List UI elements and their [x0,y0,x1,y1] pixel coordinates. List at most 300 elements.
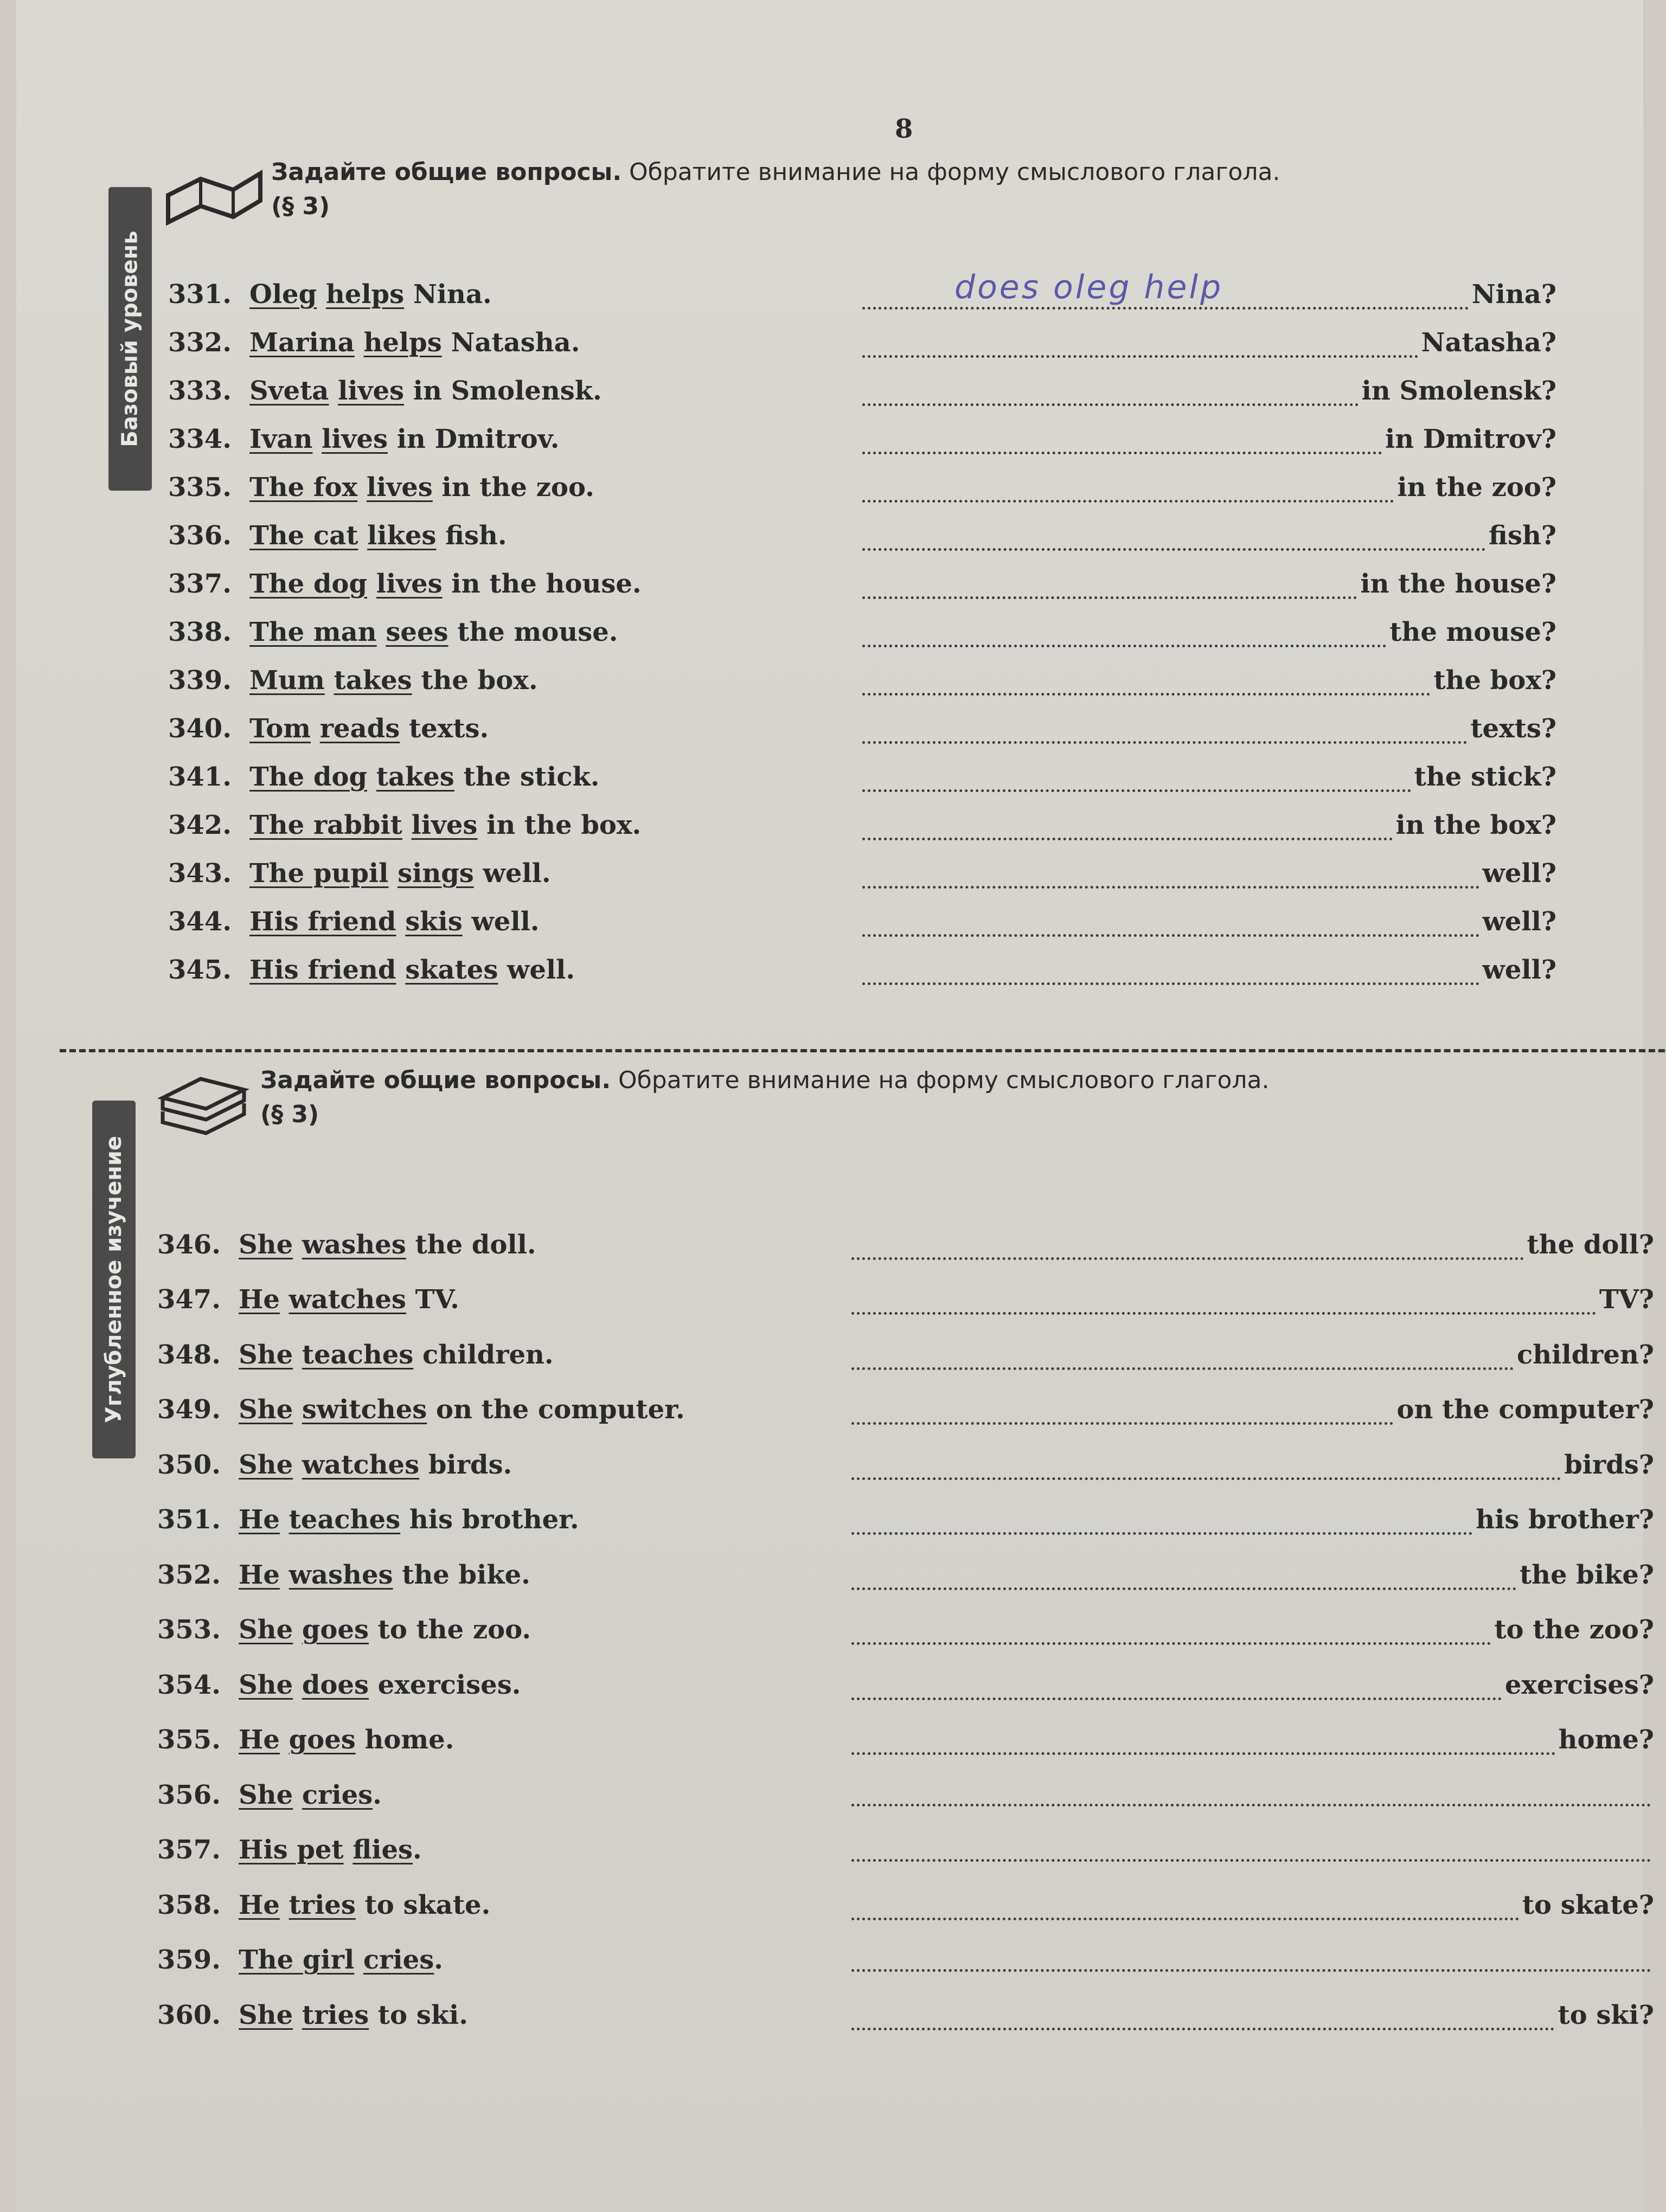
exercise-row [157,1603,1654,1658]
exercise-number: 334. [168,423,232,454]
dotted-blank[interactable] [851,2007,1554,2030]
exercise-number: 356. [157,1779,221,1810]
answer-line[interactable] [851,1890,1654,1920]
exercise-sentence [239,1450,851,1480]
answer-line[interactable] [862,665,1556,696]
answer-ending: in the house? [1360,568,1556,599]
answer-line[interactable] [862,810,1556,840]
exercise-sentence [239,1780,851,1810]
sentence-text [280,1725,289,1755]
underlined-word: reads [319,713,400,744]
answer-line[interactable] [851,1340,1654,1370]
dotted-blank[interactable] [851,1897,1519,1920]
underlined-word: tries [302,1999,369,2030]
exercise-sentence [249,376,862,406]
dotted-blank[interactable] [851,1401,1393,1425]
exercise-number: 347. [157,1284,221,1315]
underlined-word: helps [363,327,442,358]
dotted-blank[interactable] [862,914,1479,937]
exercise-number: 359. [157,1945,221,1976]
dotted-blank[interactable] [851,1622,1491,1645]
dotted-blank[interactable] [851,1457,1561,1480]
underlined-word: The rabbit [249,809,402,840]
sentence-text: birds. [419,1449,512,1480]
answer-line[interactable] [851,1394,1654,1425]
exercise-row [157,1382,1654,1438]
sentence-text: in the box. [477,809,642,840]
dotted-blank[interactable] [851,1567,1516,1590]
exercise-number: 350. [157,1449,221,1480]
sentence-text [396,906,406,937]
exercise-row [168,270,1556,318]
underlined-word: sees [386,616,448,647]
dotted-blank[interactable] [851,1732,1555,1755]
exercise-sentence [249,569,862,599]
answer-line[interactable] [851,1560,1654,1590]
instruction-rest: Обратите внимание на форму смыслового глагола. [621,158,1280,186]
sentence-text: well. [473,858,551,889]
underlined-word: The pupil [249,858,389,889]
exercise-row [168,849,1556,897]
sentence-text [396,955,406,985]
sentence-text: to ski. [369,1999,468,2030]
underlined-word: She [239,1999,293,2030]
sentence-text [293,1780,302,1810]
exercise-row [157,1272,1654,1328]
dotted-blank[interactable] [862,624,1386,647]
answer-ending: well? [1482,954,1556,985]
exercise-number: 344. [168,906,232,937]
answer-ending: in the zoo? [1397,472,1556,503]
exercise-number: 345. [168,954,232,985]
dotted-blank[interactable] [862,335,1418,358]
sentence-text: exercises. [368,1669,521,1700]
exercise-row [157,1437,1654,1493]
underlined-word: He [239,1725,280,1756]
sentence-text: the doll. [406,1229,536,1260]
sentence-text [358,520,367,551]
dotted-blank[interactable] [851,1677,1502,1700]
sentence-text: well. [498,954,575,985]
answer-line[interactable] [851,1504,1654,1535]
exercise-sentence [249,762,862,792]
exercise-number: 346. [157,1229,221,1260]
underlined-word: cries [363,1945,434,1976]
underlined-word: Sveta [249,375,329,406]
underlined-word: lives [411,809,478,840]
exercise-row [157,1933,1654,1988]
sentence-text [293,1670,302,1700]
underlined-word: teaches [289,1504,401,1535]
underlined-word: sings [398,858,474,889]
answer-line[interactable] [851,2000,1654,2030]
exercise-row [168,656,1556,704]
sentence-text: Nina. [404,279,492,310]
exercise-number: 354. [157,1669,221,1700]
dotted-blank[interactable] [851,1838,1651,1862]
exercise-sentence [239,1394,851,1425]
sentence-text: . [413,1835,422,1866]
dotted-blank[interactable] [851,1347,1514,1370]
exercise-number: 342. [168,809,232,840]
dotted-blank[interactable] [862,865,1479,889]
answer-line[interactable] [851,1284,1654,1315]
exercise-row [157,1493,1654,1548]
sentence-text [317,279,326,310]
exercise-number: 338. [168,616,232,647]
answer-line[interactable] [862,327,1556,358]
exercise-row [168,463,1556,511]
underlined-word: The dog [249,568,368,599]
answer-line[interactable] [862,472,1556,503]
answer-ending: Nina? [1471,279,1556,310]
answer-ending: fish? [1489,520,1556,551]
exercise-number: 339. [168,665,232,696]
answer-line[interactable] [862,713,1556,744]
underlined-word: Oleg [249,279,317,310]
section-heading-advanced [152,1065,1269,1141]
underlined-word: Marina [249,327,355,358]
answer-line[interactable] [862,520,1556,551]
sentence-text [354,1945,363,1975]
answer-line[interactable] [862,955,1556,985]
dotted-blank[interactable] [851,1512,1472,1535]
underlined-word: helps [325,279,405,310]
exercise-sentence [249,424,862,454]
underlined-word: She [239,1779,293,1810]
section-instructions [260,1065,1269,1129]
dotted-blank[interactable] [862,721,1467,744]
underlined-word: His friend [249,954,396,985]
underlined-word: He [239,1504,280,1535]
section-instructions [271,157,1280,221]
underlined-word: The dog [249,761,368,792]
page-number: 8 [895,114,913,144]
exercise-number: 333. [168,375,232,406]
level-tab-label: Базовый уровень [118,230,143,447]
answer-ending: on the computer? [1396,1394,1654,1425]
sentence-text [377,617,386,647]
underlined-word: His friend [249,906,396,937]
answer-ending: well? [1482,858,1556,889]
underlined-word: She [239,1339,293,1370]
exercise-sentence [249,617,862,647]
sentence-text: in the zoo. [432,472,594,503]
exercise-row [168,560,1556,608]
exercise-row [168,318,1556,366]
section-heading-basic [163,157,1280,233]
exercise-sentence [239,1670,851,1700]
underlined-word: She [239,1615,293,1645]
answer-line[interactable] [862,617,1556,647]
underlined-word: skates [405,954,498,985]
sentence-text: to skate. [355,1889,491,1920]
answer-ending: texts? [1470,713,1556,744]
exercise-row [157,1767,1654,1823]
underlined-word: He [239,1559,280,1590]
underlined-word: goes [302,1615,369,1645]
open-book-icon [163,157,266,233]
dotted-blank[interactable] [851,1949,1651,1972]
underlined-word: Ivan [249,423,313,454]
sentence-text: to the zoo. [368,1615,531,1645]
answer-ending: the stick? [1414,761,1556,792]
exercise-row [168,704,1556,753]
underlined-word: washes [289,1559,393,1590]
sentence-text: his brother. [400,1504,579,1535]
book-stack-icon [152,1065,255,1141]
exercise-list-basic [168,270,1556,994]
answer-ending: Natasha? [1421,327,1556,358]
exercise-number: 341. [168,761,232,792]
exercise-sentence [239,2000,851,2030]
sentence-text: the mouse. [448,616,618,647]
sentence-text: in Smolensk. [404,375,602,406]
sentence-text [293,2000,302,2030]
dotted-blank[interactable] [862,479,1394,503]
sentence-text: . [434,1945,443,1976]
sentence-text [293,1340,302,1370]
sentence-text [280,1560,289,1590]
exercise-number: 331. [168,279,232,310]
exercise-sentence [249,858,862,889]
sentence-text [325,665,334,696]
underlined-word: lives [322,423,388,454]
answer-ending: TV? [1599,1284,1654,1315]
instruction-bold: Задайте общие вопросы. [260,1066,611,1094]
exercise-sentence [249,713,862,744]
exercise-sentence [239,1615,851,1645]
underlined-word: switches [302,1394,427,1425]
grammar-reference: (§ 3) [271,192,330,220]
sentence-text: in the house. [442,568,642,599]
sentence-text [280,1504,289,1535]
grammar-reference: (§ 3) [260,1101,319,1128]
answer-ending: home? [1558,1725,1654,1756]
exercise-number: 358. [157,1889,221,1920]
exercise-sentence [249,327,862,358]
answer-line[interactable] [862,424,1556,454]
exercise-row [168,753,1556,801]
sentence-text: in Dmitrov. [387,423,560,454]
sentence-text: well. [462,906,540,937]
dotted-blank[interactable] [862,528,1485,551]
exercise-sentence [249,472,862,503]
sentence-text [311,713,320,744]
exercise-list-advanced [157,1217,1654,2043]
underlined-word: cries [302,1779,373,1810]
exercise-row [157,1327,1654,1382]
handwritten-answer: does oleg help [954,268,1223,306]
answer-ending: well? [1482,906,1556,937]
answer-line[interactable] [851,1838,1654,1862]
exercise-sentence [239,1725,851,1755]
answer-line[interactable] [862,569,1556,599]
answer-ending: birds? [1564,1449,1654,1480]
sentence-text [293,1394,302,1425]
dotted-blank[interactable] [862,383,1359,406]
exercise-number: 335. [168,472,232,503]
sentence-text: children. [413,1339,554,1370]
sentence-text [293,1615,302,1645]
sentence-text [402,810,412,840]
exercise-sentence [249,520,862,551]
sentence-text: TV. [406,1284,459,1315]
answer-line[interactable] [862,858,1556,889]
underlined-word: takes [376,761,454,792]
sentence-text [355,327,364,358]
dotted-blank[interactable] [862,962,1479,985]
dotted-blank[interactable] [851,1291,1596,1315]
exercise-row [157,1547,1654,1603]
underlined-word: watches [302,1449,420,1480]
underlined-word: Tom [249,713,311,744]
answer-line[interactable] [851,1615,1654,1645]
underlined-word: lives [338,375,405,406]
dotted-blank[interactable] [862,431,1382,454]
underlined-word: Mum [249,665,325,696]
dotted-blank[interactable] [862,576,1357,599]
underlined-word: He [239,1889,280,1920]
exercise-number: 336. [168,520,232,551]
exercise-sentence [239,1945,851,1975]
exercise-row [157,1657,1654,1713]
sentence-text [280,1890,289,1920]
exercise-sentence [249,906,862,937]
answer-ending: to ski? [1558,1999,1654,2030]
exercise-row [157,1217,1654,1272]
answer-ending: children? [1516,1339,1654,1370]
exercise-number: 332. [168,327,232,358]
answer-line[interactable] [851,1949,1654,1972]
underlined-word: lives [376,568,443,599]
answer-line[interactable] [851,1783,1654,1806]
exercise-sentence [239,1340,851,1370]
underlined-word: The man [249,616,377,647]
dotted-blank[interactable] [862,672,1430,696]
sentence-text: texts. [400,713,489,744]
sentence-text [293,1230,302,1260]
answer-ending: his brother? [1476,1504,1654,1535]
sentence-text: . [373,1779,382,1810]
answer-line[interactable] [862,762,1556,792]
underlined-word: goes [289,1725,356,1756]
sentence-text [329,376,338,406]
sentence-text: fish. [436,520,507,551]
sentence-text: the bike. [393,1559,530,1590]
exercise-row [157,1988,1654,2043]
exercise-sentence [239,1504,851,1535]
underlined-word: likes [367,520,437,551]
answer-line[interactable] [851,1725,1654,1755]
sentence-text: the stick. [454,761,600,792]
sentence-text [344,1835,353,1865]
exercise-number: 357. [157,1835,221,1866]
exercise-row [157,1823,1654,1878]
exercise-number: 360. [157,1999,221,2030]
exercise-sentence [249,810,862,840]
underlined-word: She [239,1229,293,1260]
sentence-text: the box. [412,665,538,696]
exercise-number: 343. [168,858,232,889]
sentence-text: on the computer. [427,1394,685,1425]
answer-ending: in Smolensk? [1361,375,1556,406]
exercise-number: 351. [157,1504,221,1535]
exercise-number: 352. [157,1559,221,1590]
level-tab-advanced [92,1101,136,1458]
underlined-word: The fox [249,472,358,503]
answer-line[interactable] [851,1670,1654,1700]
underlined-word: She [239,1394,293,1425]
answer-ending: the doll? [1527,1229,1654,1260]
exercise-sentence [239,1835,851,1865]
exercise-number: 337. [168,568,232,599]
underlined-word: She [239,1449,293,1480]
answer-line[interactable] [862,268,1556,310]
level-tab-basic [108,187,152,491]
exercise-sentence [249,665,862,696]
exercise-row [168,366,1556,415]
exercise-row [168,415,1556,463]
workbook-page [16,0,1654,2212]
instruction-rest: Обратите внимание на форму смыслового глагола. [611,1066,1270,1094]
sentence-text [293,1450,302,1480]
answer-ending: in the box? [1395,809,1556,840]
underlined-word: The girl [239,1945,355,1976]
sentence-text [388,858,398,889]
underlined-word: takes [334,665,412,696]
sentence-text: Natasha. [441,327,580,358]
sentence-text [312,424,322,454]
answer-line[interactable] [851,1450,1654,1480]
exercise-number: 355. [157,1725,221,1756]
exercise-sentence [249,955,862,985]
underlined-word: does [302,1669,369,1700]
exercise-row [168,946,1556,994]
dotted-blank[interactable] [851,1237,1524,1260]
answer-ending: the mouse? [1389,616,1556,647]
answer-line[interactable] [862,376,1556,406]
underlined-word: flies [353,1835,413,1866]
exercise-row [168,801,1556,849]
underlined-word: He [239,1284,280,1315]
exercise-sentence [239,1284,851,1315]
answer-line[interactable] [851,1230,1654,1260]
exercise-sentence [239,1560,851,1590]
answer-ending: to the zoo? [1494,1615,1654,1645]
exercise-row [157,1713,1654,1768]
exercise-sentence [239,1890,851,1920]
instruction-bold: Задайте общие вопросы. [271,158,622,186]
exercise-row [168,897,1556,946]
answer-ending: exercises? [1504,1669,1654,1700]
level-tab-label: Углубленное изучение [101,1136,126,1423]
answer-ending: in Dmitrov? [1385,423,1556,454]
exercise-number: 353. [157,1615,221,1645]
exercise-number: 340. [168,713,232,744]
underlined-word: lives [366,472,433,503]
exercise-sentence [249,279,862,310]
exercise-number: 348. [157,1339,221,1370]
underlined-word: She [239,1669,293,1700]
underlined-word: His pet [239,1835,344,1866]
answer-line[interactable] [862,906,1556,937]
underlined-word: skis [405,906,463,937]
sentence-text: home. [355,1725,454,1756]
dotted-blank[interactable] [862,769,1411,792]
dotted-blank[interactable] [851,1783,1651,1806]
dotted-blank[interactable] [862,817,1393,840]
